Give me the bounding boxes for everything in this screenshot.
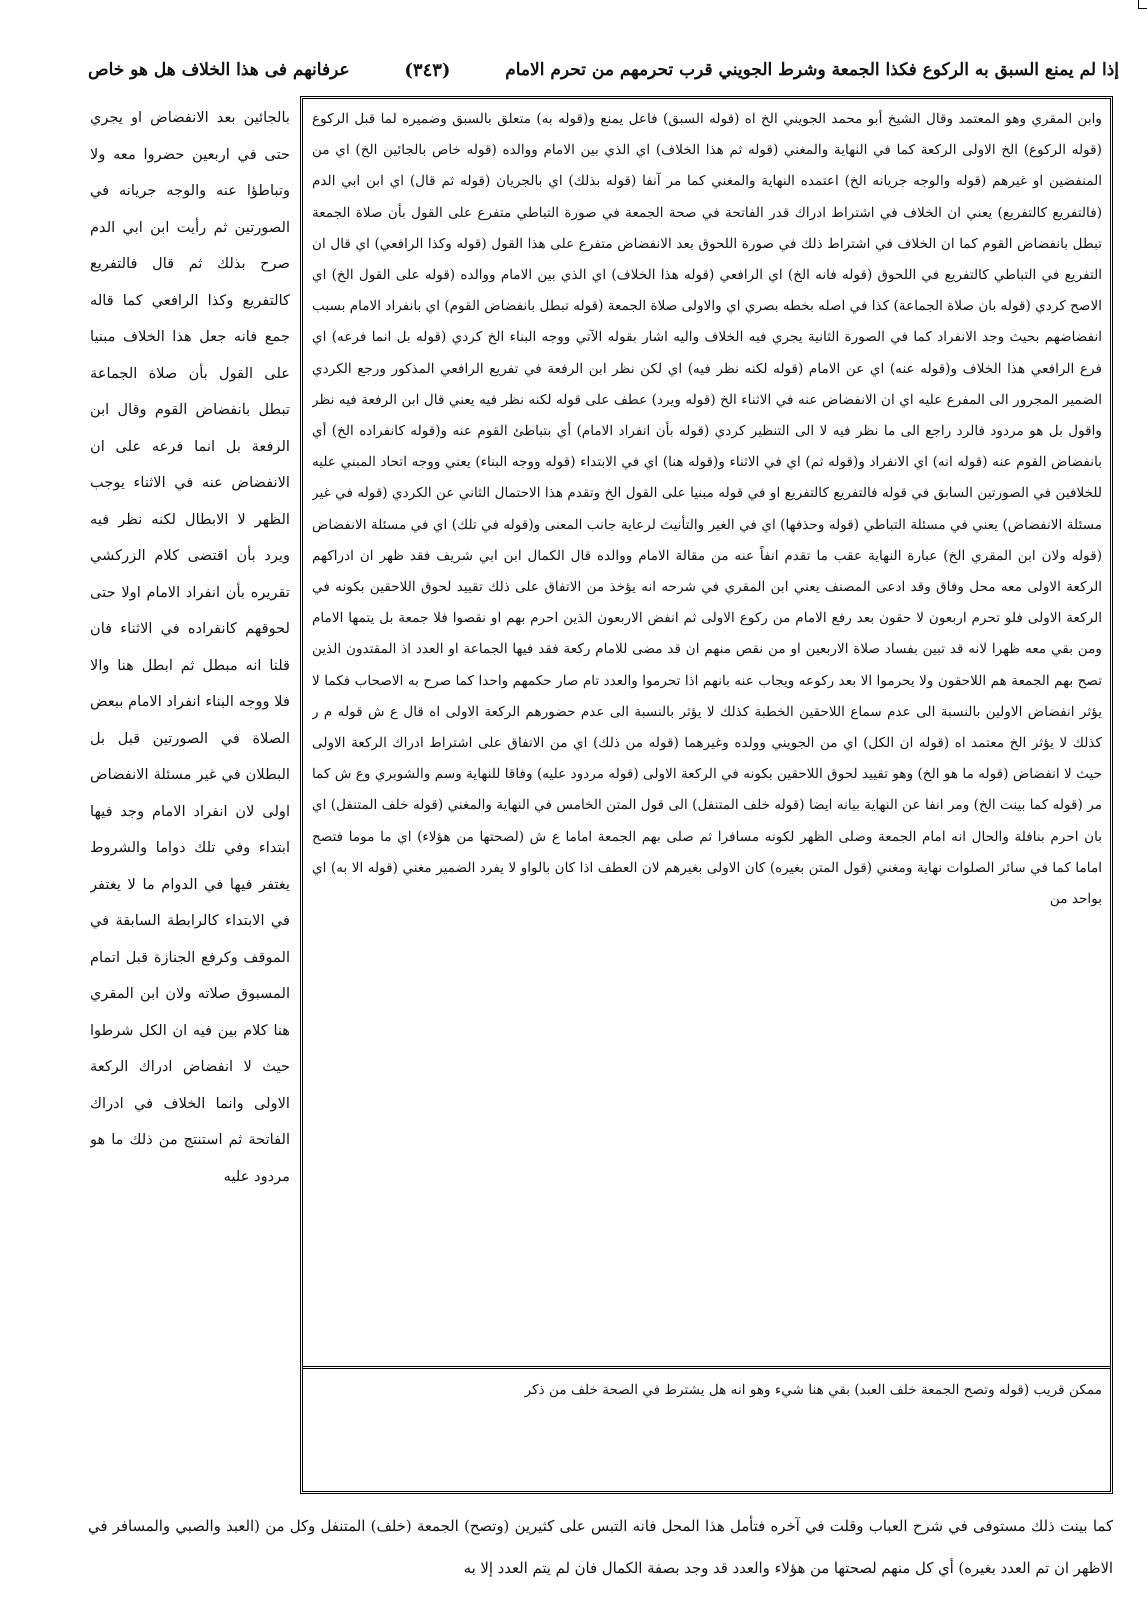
- page-number: (٣٤٣): [404, 59, 451, 81]
- commentary-carry-line: ممكن قريب (قوله وتصح الجمعة خلف العبد) بقي هنا شيء وهو انه هل يشترط في الصحة خلف من ذكر: [524, 1382, 1102, 1398]
- frame-divider: [302, 1366, 1111, 1369]
- commentary-text: وابن المقري وهو المعتمد وقال الشيخ أبو محمد الجويني الخ اه (قوله السبق) فاعل يمنع و(قوله به) متعلق بالسبق وضميره لما قبل الركوع (قوله الركوع) الخ الاولى الركعة كما في النهاية والمغني (قوله ثم هذا الخلاف) اي الذي بين الامام ووالده (قوله خاص بالجائين الخ) اي من المنفضين او غيرهم (قوله والوجه جريانه الخ) اعتمده النهاية والمغني كما مر آنفا (قوله بذلك) اي بالجريان (قوله ثم قال) اي ابن ابي الدم (فالتفريع كالتفريع) يعني ان الخلاف في اشتراط ادراك قدر الفاتحة في صحة الجمعة في صورة التباطي متفرع على القول بأن صلاة الجمعة تبطل بانفضاض القوم كما ان الخلاف في اشتراط ذلك في صورة اللحوق بعد الانفضاض متفرع على هذا القول (قوله وكذا الرافعي) اي قال ان التفريع في التباطي كالتفريع في اللحوق (قوله فانه الخ) اي الرافعي (قوله هذا الخلاف) اي الذي بين الامام ووالده (قوله على القول الخ) اي الاصح كردي (قوله بان صلاة الجماعة) كذا في اصله بخطه بصري اي والاولى صلاة الجمعة (قوله تبطل بانفضاض القوم) اي بانفراد الامام بسبب انفضاضهم بحيث وجد الانفراد كما في الصورة الثانية يجري فيه الخلاف واليه اشار بقوله الآتي ووجه البناء الخ كردي (قوله بل انما فرعه) اي فرع الرافعي هذا الخلاف و(قوله عنه) اي عن الامام (قوله لكنه نظر فيه) اي لكن نظر ابن الرفعة في تفريع الرافعي المذكور ورجع الكردي الضمير المجرور الى المفرع عليه اي ان الانفضاض عنه في الاثناء الخ (قوله ويرد) عطف على قوله لكنه نظر فيه يعني قال ابن الرفعة فيه نظر واقول بل هو مردود فالرد راجع الى ما نظر فيه لا الى التنظير كردي (قوله بأن انفراد الامام) أي بتباطئ القوم عنه و(قوله كانفراده الخ) أي بانفضاض القوم عنه (قوله انه) اي الانفراد و(قوله ثم) اي في الاثناء و(قوله هنا) اي في الابتداء (قوله ووجه البناء) يعني ووجه اتحاد المبني عليه للخلافين في الصورتين السابق في قوله فالتفريع كالتفريع او في قوله مبنيا على القول الخ وتقدم هذا الاحتمال الثاني عن الكردي (قوله في غير مسئلة الانفضاض) يعني في مسئلة التباطي (قوله وحذفها) اي في الغير والتأنيث لرعاية جانب المعنى و(قوله في تلك) اي في مسئلة الانفضاض (قوله ولان ابن المقري الخ) عبارة النهاية عقب ما تقدم انفاً عنه من مقالة الامام ووالده قال الكمال ابن ابي شريف فقد ظهر ان ادراكهم الركعة الاولى معه محل وفاق وقد ادعى المصنف يعني ابن المقري في شرحه انه يؤخذ من الاتفاق على ذلك تقييد لحوق اللاحقين بكونه في الركعة الاولى فلو تحرم اربعون لا حقون بعد رفع الامام من ركوع الاولى ثم انفض الاربعون الذين احرم بهم او نقصوا فلا جمعة بل يتمها الامام ومن بقي معه ظهرا لانه قد تبين بفساد صلاة الاربعين او من نقص منهم ان قد مضى للامام ركعة فقد فيها الجماعة او العدد اذ المقتدون الذين تصح بهم الجمعة هم اللاحقون ولا يحرموا الا بعد ركوعه ويجاب عنه بانهم اذا تحرموا والعدد تام صار حكمهم واحدا كما صرح به الاصحاب فكما لا يؤثر انفضاض الاولين بالنسبة الى عدم سماع اللاحقين الخطبة كذلك لا يؤثر بالنسبة الى عدم حضورهم الركعة الاولى اه قال ع ش قوله م ر كذلك لا يؤثر الخ معتمد اه (قوله ان الكل) اي من الجويني وولده وغيرهما (قوله من ذلك) اي من الاتفاق على اشتراط ادراك الركعة الاولى حيث لا انفضاض (قوله ما هو الخ) وهو تقييد لحوق اللاحقين بكونه في الركعة الاولى (قوله مردود عليه) وفاقا للنهاية وسم والشوبري وع ش كما مر (قوله كما بينت الخ) ومر انفا عن النهاية بيانه ايضا (قوله خلف المتنفل) الى قول المتن الخامس في النهاية والمغني (قوله خلف المتنفل) اي بان احرم بنافلة والحال انه امام الجمعة وصلى الظهر لكونه مسافرا ثم صلى بهم الجمعة اماما ع ش (لصحتها من هؤلاء) اي ما موما فتصح اماما كما في سائر الصلوات نهاية ومغني (قول المتن بغيره) كان الاولى بغيرهم لان العطف اذا كان بالواو لا يفرد الضمير مغني (قوله الا به) اي بواحد من: [312, 111, 1102, 908]
- header-left-text: عرفانهم فى هذا الخلاف هل هو خاص: [88, 60, 350, 80]
- margin-commentary: بالجائين بعد الانفضاض او يجري حتى في اربعين حضروا معه ولا وتباطؤا عنه والوجه جريانه في الصورتين ثم رأيت ابن ابي الدم صرح بذلك ثم قال فالتفريع كالتفريع وكذا الرافعي كما قاله جمع فانه جعل هذا الخلاف مبنيا على القول بأن صلاة الجماعة تبطل بانفضاض القوم وقال ابن الرفعة بل انما فرعه على ان الانفضاض عنه في الاثناء يوجب الظهر لا الابطال لكنه نظر فيه ويرد بأن اقتضى كلام الزركشي تقريره بأن انفراد الامام اولا حتى لحوقهم كانفراده في الاثناء فان قلنا انه مبطل ثم ابطل هنا والا فلا ووجه البناء انفراد الامام ببعض الصلاة في الصورتين قبل بل البطلان في غير مسئلة الانفضاض اولى لان انفراد الامام وجد فيها ابتداء وفي تلك دواما والشروط يغتفر فيها في الدوام ما لا يغتفر في الابتداء كالرابطة السابقة في الموقف وكرفع الجنازة قبل اتمام المسبوق صلاته ولان ابن المقري هنا كلام بين فيه ان الكل شرطوا حيث لا انفضاض ادراك الركعة الاولى وانما الخلاف في ادراك الفاتحة ثم استنتج من ذلك ما هو مردود عليه: [90, 109, 290, 1185]
- running-header: [88, 48, 1119, 92]
- main-text-continuation: كما بينت ذلك مستوفى في شرح العباب وقلت في آخره فتأمل هذا المحل فانه التبس على كثيرين (وتصح) الجمعة (خلف) المتنفل وكل من (العبد والصبي والمسافر في الاظهر ان تم العدد بغيره) أي كل منهم لصحتها من هؤلاء والعدد قد وجد بصفة الكمال فان لم يتم العدد إلا به: [88, 1518, 1113, 1577]
- page-corner-mark: [1138, 0, 1147, 9]
- header-right-text: إذا لم يمنع السبق به الركوع فكذا الجمعة وشرط الجويني قرب تحرمهم من تحرم الامام: [505, 60, 1119, 80]
